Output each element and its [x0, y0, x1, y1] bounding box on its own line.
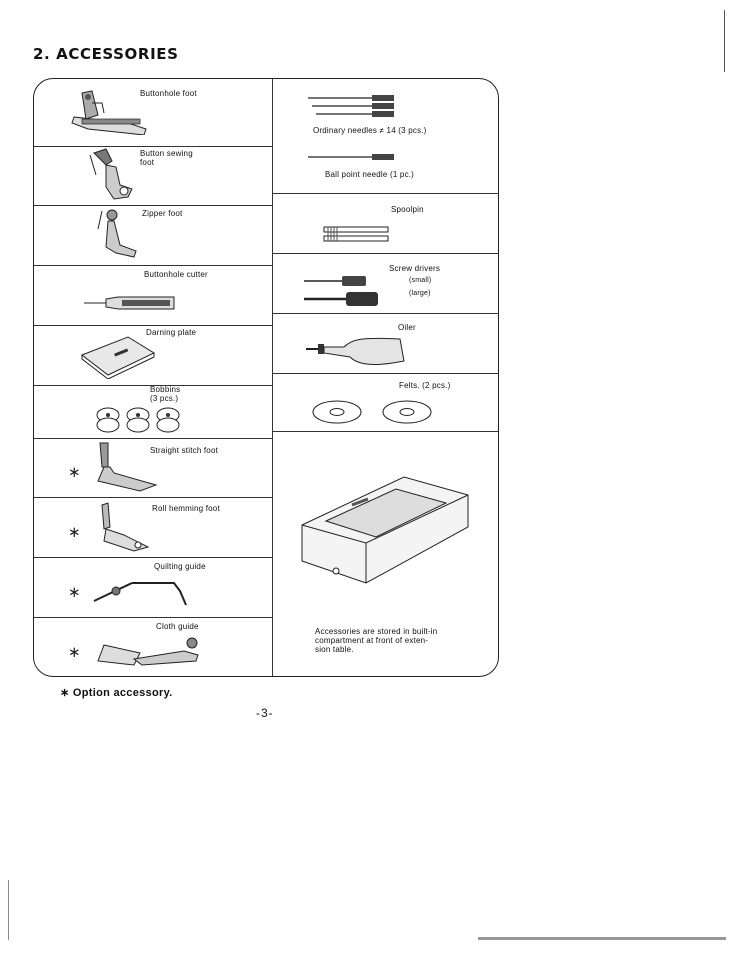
- cloth-guide-label: Cloth guide: [156, 622, 199, 631]
- roll-hemming-foot-icon: [94, 501, 154, 555]
- buttonhole-cutter-icon: [82, 291, 178, 315]
- row-divider: [34, 146, 272, 147]
- screw-drivers-icon: [302, 271, 406, 307]
- zipper-foot-label: Zipper foot: [142, 209, 183, 218]
- accessory-compartment-icon: [296, 471, 476, 589]
- row-divider: [272, 253, 499, 254]
- scan-edge-line: [8, 880, 9, 940]
- roll-hemming-foot-label: Roll hemming foot: [152, 504, 220, 513]
- buttonhole-foot-label: Buttonhole foot: [140, 89, 197, 98]
- button-sewing-foot-label: Button sewing foot: [140, 149, 193, 167]
- accessories-panel: [33, 78, 499, 677]
- ordinary-needles-icon: [306, 93, 398, 121]
- ordinary-needles-label: Ordinary needles ≠ 14 (3 pcs.): [313, 126, 427, 135]
- spoolpin-icon: [322, 225, 392, 245]
- row-divider: [34, 265, 272, 266]
- felts-icon: [310, 397, 440, 427]
- buttonhole-cutter-label: Buttonhole cutter: [144, 270, 208, 279]
- row-divider: [34, 617, 272, 618]
- quilting-guide-icon: [90, 569, 200, 611]
- darning-plate-label: Darning plate: [146, 328, 197, 337]
- button-sewing-foot-icon: [84, 147, 140, 203]
- row-divider: [34, 205, 272, 206]
- column-divider: [272, 79, 273, 677]
- row-divider: [272, 313, 499, 314]
- felts-label: Felts. (2 pcs.): [399, 381, 451, 390]
- darning-plate-icon: [78, 333, 158, 379]
- cloth-guide-icon: [94, 633, 214, 669]
- row-divider: [34, 497, 272, 498]
- row-divider: [272, 431, 499, 432]
- option-marker: ∗: [68, 524, 81, 541]
- zipper-foot-icon: [90, 207, 146, 263]
- option-marker: ∗: [68, 644, 81, 661]
- row-divider: [34, 438, 272, 439]
- option-accessory-note: ∗ Option accessory.: [60, 687, 173, 699]
- buttonhole-foot-icon: [68, 89, 152, 135]
- row-divider: [272, 373, 499, 374]
- row-divider: [272, 193, 499, 194]
- compartment-caption: Accessories are stored in built-in compartment at front of exten- sion table.: [315, 627, 438, 654]
- page-number: -3-: [256, 706, 274, 720]
- scan-edge-line: [724, 10, 725, 72]
- screw-drivers-label: Screw drivers: [389, 264, 441, 273]
- straight-stitch-foot-icon: [90, 441, 160, 495]
- option-marker: ∗: [68, 584, 81, 601]
- screw-driver-large-label: (large): [409, 290, 431, 297]
- oiler-icon: [304, 335, 408, 369]
- ball-point-needle-icon: [306, 151, 398, 163]
- scan-edge-line: [478, 937, 726, 940]
- ball-point-needle-label: Ball point needle (1 pc.): [325, 170, 415, 179]
- page-title: 2. ACCESSORIES: [33, 45, 179, 63]
- screw-driver-small-label: (small): [409, 277, 432, 284]
- bobbins-icon: [94, 405, 186, 435]
- quilting-guide-label: Quilting guide: [154, 562, 206, 571]
- row-divider: [34, 557, 272, 558]
- option-marker: ∗: [68, 464, 81, 481]
- straight-stitch-foot-label: Straight stitch foot: [150, 446, 219, 455]
- row-divider: [34, 325, 272, 326]
- spoolpin-label: Spoolpin: [391, 205, 424, 214]
- oiler-label: Oiler: [398, 323, 416, 332]
- bobbins-label: Bobbins (3 pcs.): [150, 385, 181, 403]
